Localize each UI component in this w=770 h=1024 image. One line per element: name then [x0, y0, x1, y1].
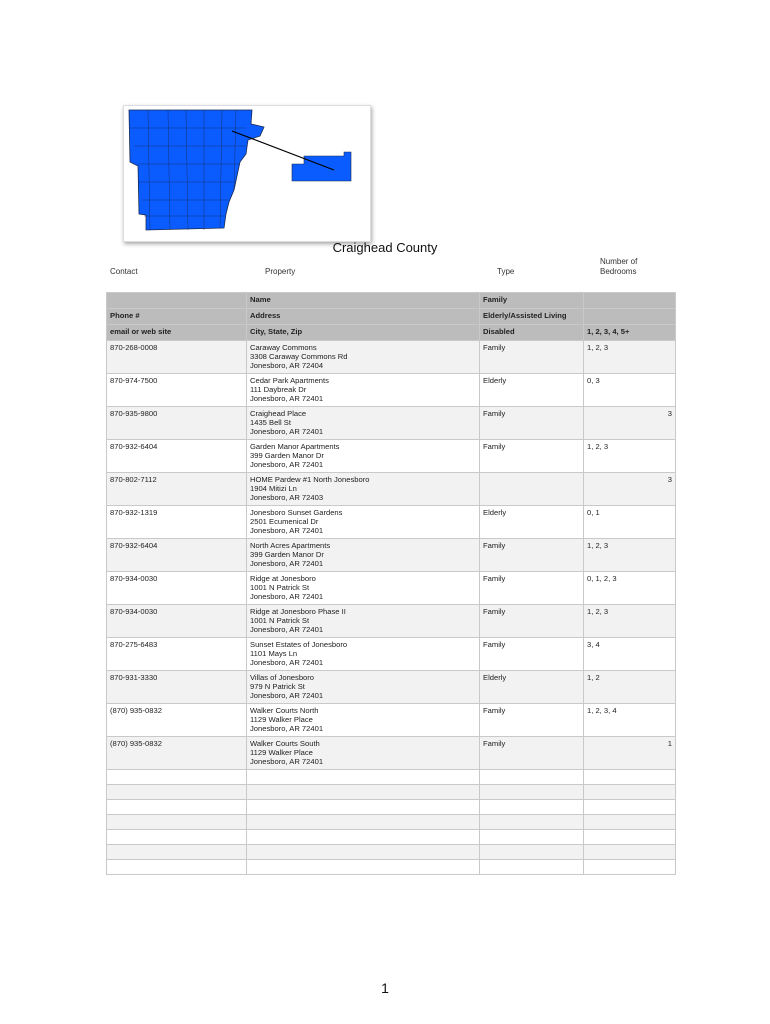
property-cell	[247, 473, 480, 506]
type-cell	[480, 473, 584, 506]
header-cell: email or web site	[107, 325, 247, 341]
table-row	[107, 506, 676, 539]
property-address: 399 Garden Manor Dr	[250, 550, 324, 559]
empty-row	[107, 800, 676, 815]
empty-cell	[480, 770, 584, 785]
property-cell	[247, 374, 480, 407]
property-address: 1129 Walker Place	[250, 748, 313, 757]
county-map	[123, 105, 371, 242]
property-cell	[247, 638, 480, 671]
bedrooms-cell: 1, 2, 3	[584, 539, 676, 572]
property-city: Jonesboro, AR 72401	[250, 526, 324, 535]
empty-cell	[107, 800, 247, 815]
property-name: Ridge at Jonesboro	[250, 574, 316, 583]
property-address: 3308 Caraway Commons Rd	[250, 352, 348, 361]
type-cell: Family	[480, 341, 584, 374]
header-row	[107, 293, 676, 309]
bedrooms-cell: 3	[584, 473, 676, 506]
header-cell: Family	[480, 293, 584, 309]
type-cell: Elderly	[480, 506, 584, 539]
empty-cell	[247, 785, 480, 800]
column-heading-bedrooms	[600, 257, 637, 277]
phone-cell: 870-932-6404	[107, 440, 247, 473]
table-row	[107, 638, 676, 671]
empty-row	[107, 785, 676, 800]
property-cell	[247, 539, 480, 572]
phone-cell: 870-802-7112	[107, 473, 247, 506]
property-address: 1101 Mays Ln	[250, 649, 298, 658]
empty-cell	[584, 770, 676, 785]
empty-cell	[247, 800, 480, 815]
pointer-line	[232, 131, 334, 170]
header-cell	[107, 293, 247, 309]
empty-cell	[107, 845, 247, 860]
empty-row	[107, 830, 676, 845]
table-row	[107, 341, 676, 374]
phone-cell: 870-275-6483	[107, 638, 247, 671]
property-address: 1435 Bell St	[250, 418, 291, 427]
type-cell: Family	[480, 440, 584, 473]
column-heading-property: Property	[265, 267, 296, 276]
empty-cell	[107, 815, 247, 830]
bedrooms-heading-line2: Bedrooms	[600, 267, 637, 276]
bedrooms-cell: 3	[584, 407, 676, 440]
properties-table	[106, 292, 676, 875]
property-name: Jonesboro Sunset Gardens	[250, 508, 343, 517]
bedrooms-cell: 1	[584, 737, 676, 770]
bedrooms-cell: 1, 2, 3	[584, 341, 676, 374]
table-row	[107, 671, 676, 704]
empty-row	[107, 770, 676, 785]
header-cell: Elderly/Assisted Living	[480, 309, 584, 325]
header-cell: Phone #	[107, 309, 247, 325]
page-number: 1	[381, 980, 389, 996]
property-cell	[247, 671, 480, 704]
arkansas-map-icon	[124, 106, 370, 241]
phone-cell: 870-931-3330	[107, 671, 247, 704]
property-address: 399 Garden Manor Dr	[250, 451, 324, 460]
table-row	[107, 704, 676, 737]
property-city: Jonesboro, AR 72403	[250, 493, 324, 502]
empty-cell	[584, 800, 676, 815]
table-row	[107, 374, 676, 407]
header-cell	[584, 293, 676, 309]
bedrooms-cell: 1, 2, 3	[584, 440, 676, 473]
header-cell: Address	[247, 309, 480, 325]
property-name: Walker Courts South	[250, 739, 320, 748]
phone-cell: 870-935-9800	[107, 407, 247, 440]
phone-cell: 870-932-1319	[107, 506, 247, 539]
properties-table-body	[107, 293, 676, 875]
header-row	[107, 325, 676, 341]
empty-cell	[480, 785, 584, 800]
header-cell: City, State, Zip	[247, 325, 480, 341]
phone-cell: (870) 935-0832	[107, 737, 247, 770]
bedrooms-cell: 0, 1, 2, 3	[584, 572, 676, 605]
empty-cell	[480, 800, 584, 815]
type-cell: Family	[480, 605, 584, 638]
property-name: Sunset Estates of Jonesboro	[250, 640, 348, 649]
table-row	[107, 473, 676, 506]
bedrooms-cell: 1, 2	[584, 671, 676, 704]
empty-row	[107, 845, 676, 860]
property-cell	[247, 605, 480, 638]
property-cell	[247, 506, 480, 539]
column-heading-type: Type	[497, 267, 515, 276]
property-name: Garden Manor Apartments	[250, 442, 340, 451]
property-address: 1001 N Patrick St	[250, 583, 310, 592]
type-cell: Elderly	[480, 374, 584, 407]
bedrooms-cell: 1, 2, 3	[584, 605, 676, 638]
empty-cell	[584, 845, 676, 860]
property-city: Jonesboro, AR 72401	[250, 394, 324, 403]
property-address: 2501 Ecumenical Dr	[250, 517, 319, 526]
property-address: 1129 Walker Place	[250, 715, 313, 724]
phone-cell: (870) 935-0832	[107, 704, 247, 737]
property-cell	[247, 407, 480, 440]
empty-cell	[107, 770, 247, 785]
empty-cell	[584, 785, 676, 800]
property-name: Villas of Jonesboro	[250, 673, 315, 682]
empty-cell	[584, 860, 676, 875]
table-row	[107, 605, 676, 638]
empty-cell	[480, 845, 584, 860]
property-name: HOME Pardew #1 North Jonesboro	[250, 475, 370, 484]
page-title: Craighead County	[332, 240, 438, 255]
property-city: Jonesboro, AR 72401	[250, 658, 324, 667]
phone-cell: 870-268-0008	[107, 341, 247, 374]
bedrooms-cell: 0, 3	[584, 374, 676, 407]
empty-cell	[247, 845, 480, 860]
property-cell	[247, 440, 480, 473]
property-city: Jonesboro, AR 72401	[250, 625, 324, 634]
empty-cell	[584, 830, 676, 845]
table-row	[107, 737, 676, 770]
property-city: Jonesboro, AR 72401	[250, 559, 324, 568]
property-address: 979 N Patrick St	[250, 682, 305, 691]
phone-cell: 870-934-0030	[107, 605, 247, 638]
property-name: Ridge at Jonesboro Phase II	[250, 607, 346, 616]
header-cell: Disabled	[480, 325, 584, 341]
property-name: Cedar Park Apartments	[250, 376, 329, 385]
empty-row	[107, 860, 676, 875]
type-cell: Family	[480, 539, 584, 572]
type-cell: Family	[480, 737, 584, 770]
empty-cell	[107, 830, 247, 845]
phone-cell: 870-932-6404	[107, 539, 247, 572]
property-name: North Acres Apartments	[250, 541, 331, 550]
empty-cell	[247, 860, 480, 875]
header-cell: 1, 2, 3, 4, 5+	[584, 325, 676, 341]
bedrooms-cell: 1, 2, 3, 4	[584, 704, 676, 737]
empty-cell	[247, 815, 480, 830]
empty-cell	[247, 770, 480, 785]
empty-cell	[584, 815, 676, 830]
craighead-county-shape	[292, 152, 351, 181]
type-cell: Family	[480, 638, 584, 671]
table-row	[107, 440, 676, 473]
property-name: Caraway Commons	[250, 343, 317, 352]
property-city: Jonesboro, AR 72401	[250, 460, 324, 469]
property-cell	[247, 737, 480, 770]
property-address: 1904 Mitizi Ln	[250, 484, 297, 493]
property-name: Craighead Place	[250, 409, 307, 418]
bedrooms-cell: 3, 4	[584, 638, 676, 671]
property-address: 111 Daybreak Dr	[250, 385, 307, 394]
property-city: Jonesboro, AR 72401	[250, 592, 324, 601]
bedrooms-cell: 0, 1	[584, 506, 676, 539]
empty-cell	[107, 860, 247, 875]
property-city: Jonesboro, AR 72401	[250, 691, 324, 700]
phone-cell: 870-974-7500	[107, 374, 247, 407]
type-cell: Elderly	[480, 671, 584, 704]
phone-cell: 870-934-0030	[107, 572, 247, 605]
table-row	[107, 572, 676, 605]
column-heading-contact: Contact	[110, 267, 138, 276]
property-city: Jonesboro, AR 72401	[250, 757, 324, 766]
header-cell	[584, 309, 676, 325]
table-row	[107, 407, 676, 440]
empty-cell	[480, 860, 584, 875]
property-city: Jonesboro, AR 72401	[250, 427, 324, 436]
type-cell: Family	[480, 407, 584, 440]
empty-cell	[107, 785, 247, 800]
type-cell: Family	[480, 572, 584, 605]
table-row	[107, 539, 676, 572]
header-cell: Name	[247, 293, 480, 309]
header-row	[107, 309, 676, 325]
type-cell: Family	[480, 704, 584, 737]
property-cell	[247, 704, 480, 737]
property-city: Jonesboro, AR 72401	[250, 724, 324, 733]
property-cell	[247, 572, 480, 605]
property-name: Walker Courts North	[250, 706, 319, 715]
empty-cell	[480, 815, 584, 830]
property-address: 1001 N Patrick St	[250, 616, 310, 625]
property-city: Jonesboro, AR 72404	[250, 361, 324, 370]
empty-row	[107, 815, 676, 830]
empty-cell	[247, 830, 480, 845]
property-cell	[247, 341, 480, 374]
empty-cell	[480, 830, 584, 845]
bedrooms-heading-line1: Number of	[600, 257, 638, 266]
